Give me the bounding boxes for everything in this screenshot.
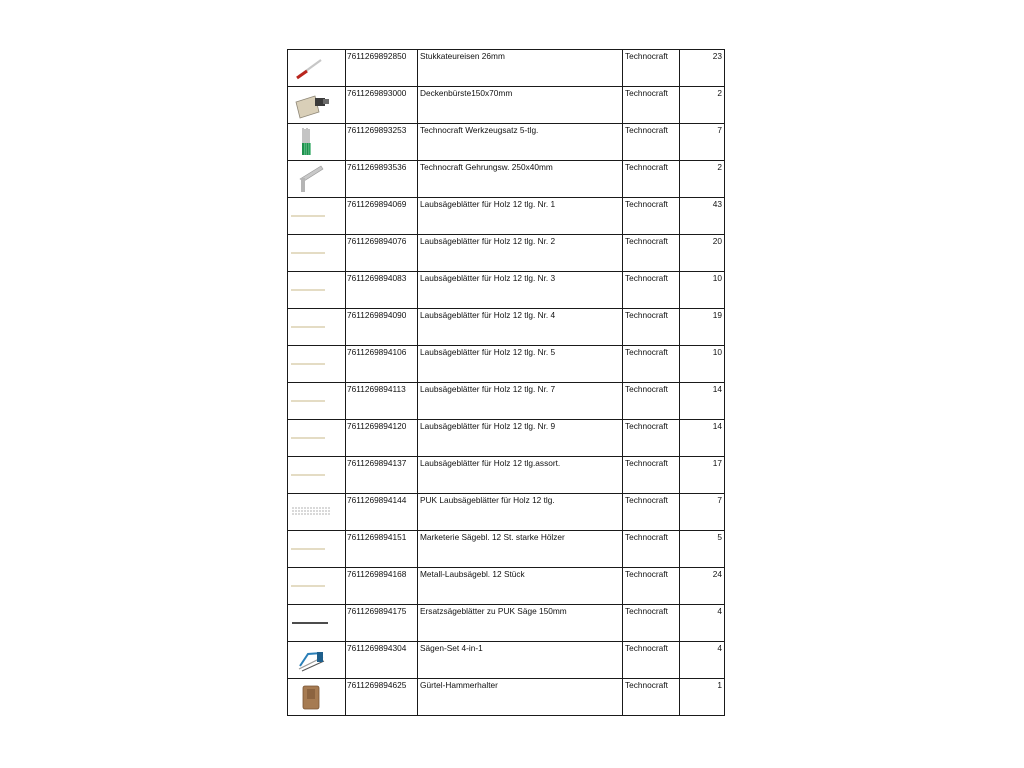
ean-cell: 7611269894625 [346,679,418,716]
brand-cell: Technocraft [623,272,680,309]
product-image-cell [288,346,346,383]
ean-cell: 7611269894106 [346,346,418,383]
table-row [288,309,725,346]
product-name-cell: Laubsägeblätter für Holz 12 tlg. Nr. 7 [418,383,623,420]
quantity-cell: 14 [680,420,725,457]
hammer-holder-icon [290,681,342,713]
product-image-cell [288,457,346,494]
product-image-cell [288,87,346,124]
quantity-cell: 10 [680,346,725,383]
quantity-cell: 43 [680,198,725,235]
quantity-cell: 24 [680,568,725,605]
table-row [288,494,725,531]
ean-cell: 7611269894144 [346,494,418,531]
product-image-cell [288,605,346,642]
ean-cell: 7611269894120 [346,420,418,457]
product-table [287,49,725,716]
brand-cell: Technocraft [623,494,680,531]
quantity-cell: 23 [680,50,725,87]
brand-cell: Technocraft [623,124,680,161]
saw-blade-icon [290,422,342,454]
quantity-cell: 17 [680,457,725,494]
quantity-cell: 7 [680,494,725,531]
brand-cell: Technocraft [623,50,680,87]
brand-cell: Technocraft [623,309,680,346]
saw-blade-icon [290,200,342,232]
brand-cell: Technocraft [623,198,680,235]
quantity-cell: 5 [680,531,725,568]
saw-blade-icon [290,533,342,565]
quantity-cell: 7 [680,124,725,161]
saw-blade-icon [290,348,342,380]
product-name-cell: Technocraft Werkzeugsatz 5-tlg. [418,124,623,161]
ean-cell: 7611269894137 [346,457,418,494]
product-image-cell [288,161,346,198]
brand-cell: Technocraft [623,87,680,124]
table-row [288,531,725,568]
brand-cell: Technocraft [623,568,680,605]
brand-cell: Technocraft [623,531,680,568]
table-row [288,420,725,457]
saw-blade-icon [290,311,342,343]
product-name-cell: Stukkateureisen 26mm [418,50,623,87]
quantity-cell: 1 [680,679,725,716]
ean-cell: 7611269893536 [346,161,418,198]
product-image-cell [288,50,346,87]
brand-cell: Technocraft [623,642,680,679]
table-row [288,679,725,716]
product-image-cell [288,494,346,531]
product-sheet [287,49,724,716]
quantity-cell: 2 [680,161,725,198]
quantity-cell: 4 [680,605,725,642]
table-row [288,346,725,383]
quantity-cell: 20 [680,235,725,272]
miter-square-icon [290,163,342,195]
table-row [288,568,725,605]
saw-blade-icon [290,237,342,269]
ceiling-brush-icon [290,89,342,121]
product-name-cell: PUK Laubsägeblätter für Holz 12 tlg. [418,494,623,531]
product-image-cell [288,679,346,716]
quantity-cell: 10 [680,272,725,309]
ean-cell: 7611269893000 [346,87,418,124]
ean-cell: 7611269893253 [346,124,418,161]
product-name-cell: Deckenbürste150x70mm [418,87,623,124]
product-name-cell: Laubsägeblätter für Holz 12 tlg. Nr. 4 [418,309,623,346]
saw-blade-pack-icon [290,496,342,528]
brand-cell: Technocraft [623,161,680,198]
product-image-cell [288,531,346,568]
product-image-cell [288,568,346,605]
product-image-cell [288,383,346,420]
ean-cell: 7611269894304 [346,642,418,679]
brand-cell: Technocraft [623,235,680,272]
saw-blade-icon [290,274,342,306]
product-name-cell: Laubsägeblätter für Holz 12 tlg. Nr. 5 [418,346,623,383]
saw-blade-icon [290,385,342,417]
ean-cell: 7611269894113 [346,383,418,420]
ean-cell: 7611269894076 [346,235,418,272]
brand-cell: Technocraft [623,420,680,457]
table-row [288,383,725,420]
table-row [288,272,725,309]
trowel-icon [290,52,342,84]
quantity-cell: 19 [680,309,725,346]
product-name-cell: Laubsägeblätter für Holz 12 tlg.assort. [418,457,623,494]
product-name-cell: Ersatzsägeblätter zu PUK Säge 150mm [418,605,623,642]
table-row [288,87,725,124]
brand-cell: Technocraft [623,457,680,494]
screwdriver-set-icon [290,126,342,158]
ean-cell: 7611269894168 [346,568,418,605]
quantity-cell: 14 [680,383,725,420]
product-name-cell: Marketerie Sägebl. 12 St. starke Hölzer [418,531,623,568]
ean-cell: 7611269894069 [346,198,418,235]
brand-cell: Technocraft [623,383,680,420]
product-name-cell: Laubsägeblätter für Holz 12 tlg. Nr. 3 [418,272,623,309]
product-name-cell: Technocraft Gehrungsw. 250x40mm [418,161,623,198]
saw-blade-icon [290,570,342,602]
product-name-cell: Metall-Laubsägebl. 12 Stück [418,568,623,605]
product-image-cell [288,309,346,346]
brand-cell: Technocraft [623,346,680,383]
product-image-cell [288,124,346,161]
quantity-cell: 4 [680,642,725,679]
ean-cell: 7611269894151 [346,531,418,568]
table-row [288,198,725,235]
ean-cell: 7611269892850 [346,50,418,87]
table-row [288,124,725,161]
table-row [288,457,725,494]
product-name-cell: Gürtel-Hammerhalter [418,679,623,716]
table-row [288,605,725,642]
product-image-cell [288,235,346,272]
table-row [288,235,725,272]
brand-cell: Technocraft [623,679,680,716]
product-name-cell: Sägen-Set 4-in-1 [418,642,623,679]
product-name-cell: Laubsägeblätter für Holz 12 tlg. Nr. 9 [418,420,623,457]
quantity-cell: 2 [680,87,725,124]
ean-cell: 7611269894090 [346,309,418,346]
table-row [288,642,725,679]
product-image-cell [288,420,346,457]
saw-set-icon [290,644,342,676]
saw-blade-icon [290,459,342,491]
table-row [288,161,725,198]
table-row [288,50,725,87]
product-name-cell: Laubsägeblätter für Holz 12 tlg. Nr. 2 [418,235,623,272]
ean-cell: 7611269894175 [346,605,418,642]
black-blade-icon [290,607,342,639]
ean-cell: 7611269894083 [346,272,418,309]
product-image-cell [288,198,346,235]
brand-cell: Technocraft [623,605,680,642]
product-image-cell [288,642,346,679]
product-name-cell: Laubsägeblätter für Holz 12 tlg. Nr. 1 [418,198,623,235]
product-image-cell [288,272,346,309]
